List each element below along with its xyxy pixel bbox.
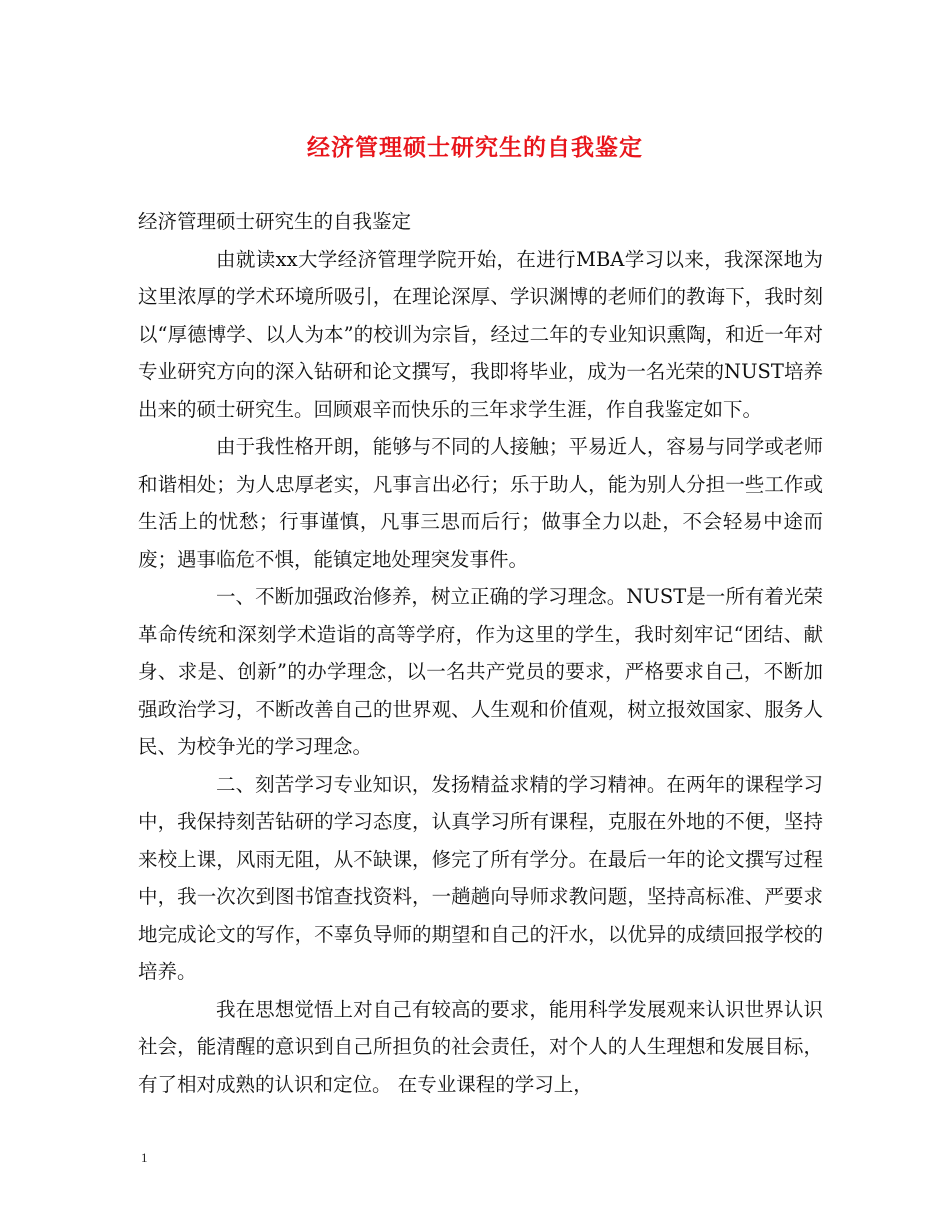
paragraph-study: 二、刻苦学习专业知识，发扬精益求精的学习精神。在两年的课程学习中，我保持刻苦钻研的学习态度，认真学习所有课程，克服在外地的不便，坚持来校上课，风雨无阻，从不缺课，修完了所有学分。在最后一年的论文撰写过程中，我一次次到图书馆查找资料，一趟趟向导师求教问题，坚持高标准、严要求地完成论文的写作，不辜负导师的期望和自己的汗水，以优异的成绩回报学校的培养。: [138, 772, 823, 983]
paragraph-intro: 由就读xx大学经济管理学院开始，在进行MBA学习以来，我深深地为这里浓厚的学术环境所吸引，在理论深厚、学识渊博的老师们的教诲下，我时刻以“厚德博学、以人为本”的校训为宗旨，经过二年的专业知识熏陶，和近一年对专业研究方向的深入钻研和论文撰写，我即将毕业，成为一名光荣的NUST培养出来的硕士研究生。回顾艰辛而快乐的三年求学生涯，作自我鉴定如下。: [138, 247, 823, 421]
paragraph-political: 一、不断加强政治修养，树立正确的学习理念。NUST是一所有着光荣革命传统和深刻学术造诣的高等学府，作为这里的学生，我时刻牢记“团结、献身、求是、创新”的办学理念，以一名共产党员的要求，严格要求自己，不断加强政治学习，不断改善自己的世界观、人生观和价值观，树立报效国家、服务人民、为校争光的学习理念。: [138, 585, 823, 758]
document-title: 经济管理硕士研究生的自我鉴定: [307, 134, 643, 161]
paragraph-ideology: 我在思想觉悟上对自己有较高的要求，能用科学发展观来认识世界认识社会，能清醒的意识到自己所担负的社会责任，对个人的人生理想和发展目标，有了相对成熟的认识和定位。 在专业课程的学习上，: [138, 997, 823, 1096]
document-body: [138, 203, 823, 1103]
page-number: 1: [141, 1150, 148, 1165]
document-subtitle: 经济管理硕士研究生的自我鉴定: [138, 210, 412, 233]
paragraph-personality: 由于我性格开朗，能够与不同的人接触；平易近人，容易与同学或老师和谐相处；为人忠厚老实，凡事言出必行；乐于助人，能为别人分担一些工作或生活上的忧愁；行事谨慎，凡事三思而后行；做事全力以赴，不会轻易中途而废；遇事临危不惧，能镇定地处理突发事件。: [138, 435, 823, 571]
